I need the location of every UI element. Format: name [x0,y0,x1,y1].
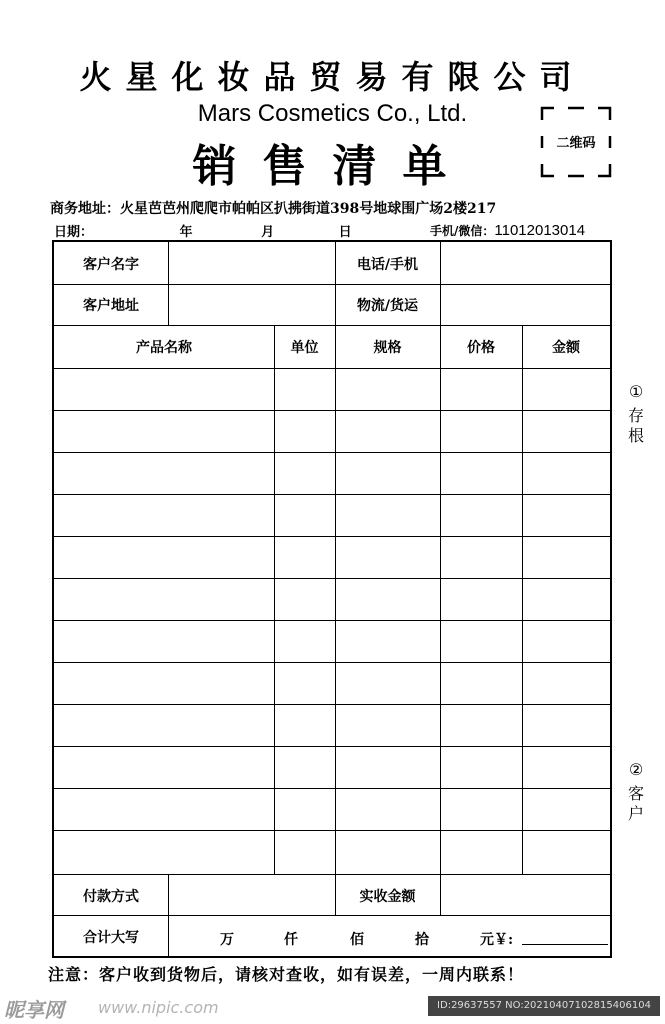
row-divider [54,284,610,285]
copy-stub-number: ① [628,382,644,401]
column-divider [274,325,275,874]
amount-underline [522,944,608,945]
document-title: 销售清单 [192,141,473,192]
notice-text: 注意：客户收到货物后，请核对查收，如有误差，一周内联系！ [48,965,525,984]
phone-line [430,222,585,239]
column-divider [335,325,336,874]
watermark-url: www.nipic.com [98,998,219,1017]
row-divider [54,410,610,411]
unit-wan: 万 [220,932,234,948]
col-header-price: 价格 [467,340,495,356]
customer-name-label: 客户名字 [83,257,139,273]
column-divider [522,325,523,874]
column-divider [440,325,441,874]
row-divider [54,788,610,789]
qr-code-label: 二维码 [556,136,596,151]
watermark-id: ID:29637557 NO:20210407102815406104 [428,996,660,1016]
row-divider [54,578,610,579]
row-divider [54,662,610,663]
unit-bai: 佰 [350,932,364,948]
actual-amount-label: 实收金额 [359,889,416,905]
year-label: 年 [179,225,193,240]
sales-form [52,240,612,958]
unit-shi: 拾 [415,932,429,948]
phone-mobile-label: 电话/手机 [356,257,419,273]
copy-stub-label [624,406,648,446]
watermark-logo: 昵享网 [4,998,64,1022]
phone-number: 11012013014 [494,222,586,239]
row-divider [54,452,610,453]
column-divider [440,242,441,325]
unit-yuan: 元￥: [480,932,514,948]
date-line [54,221,352,240]
row-divider [54,874,610,875]
col-header-unit: 单位 [290,340,319,356]
copy-stub-text: 存根 [628,406,645,445]
payment-method-label: 付款方式 [83,889,139,905]
column-divider [168,242,169,325]
col-header-product: 产品名称 [136,340,192,356]
copy-customer-text: 客户 [628,784,645,823]
row-divider [54,620,610,621]
date-label: 日期： [54,225,94,240]
row-divider [54,325,610,326]
logistics-label: 物流/货运 [356,298,419,314]
col-header-amount: 金额 [552,340,580,356]
row-divider [54,536,610,537]
unit-qian: 仟 [284,932,298,948]
row-divider [54,368,610,369]
company-name-english: Mars Cosmetics Co., Ltd. [197,100,468,127]
column-divider [168,874,169,956]
row-divider [54,915,610,916]
col-header-spec: 规格 [373,340,402,356]
total-uppercase-label: 合计大写 [83,930,139,946]
customer-address-label: 客户地址 [83,298,139,314]
row-divider [54,830,610,831]
company-name: 火星化妆品贸易有限公司 [79,58,586,96]
column-divider [440,874,441,915]
day-label: 日 [338,225,352,240]
row-divider [54,746,610,747]
copy-customer-label [624,784,648,824]
row-divider [54,494,610,495]
month-label: 月 [261,225,275,240]
phone-label: 手机/微信： [430,224,495,238]
business-address: 商务地址：火星芭芭州爬爬市帕帕区扒拂街道398号地球围广场2楼217 [50,201,497,217]
copy-customer-number: ② [628,760,644,779]
row-divider [54,704,610,705]
